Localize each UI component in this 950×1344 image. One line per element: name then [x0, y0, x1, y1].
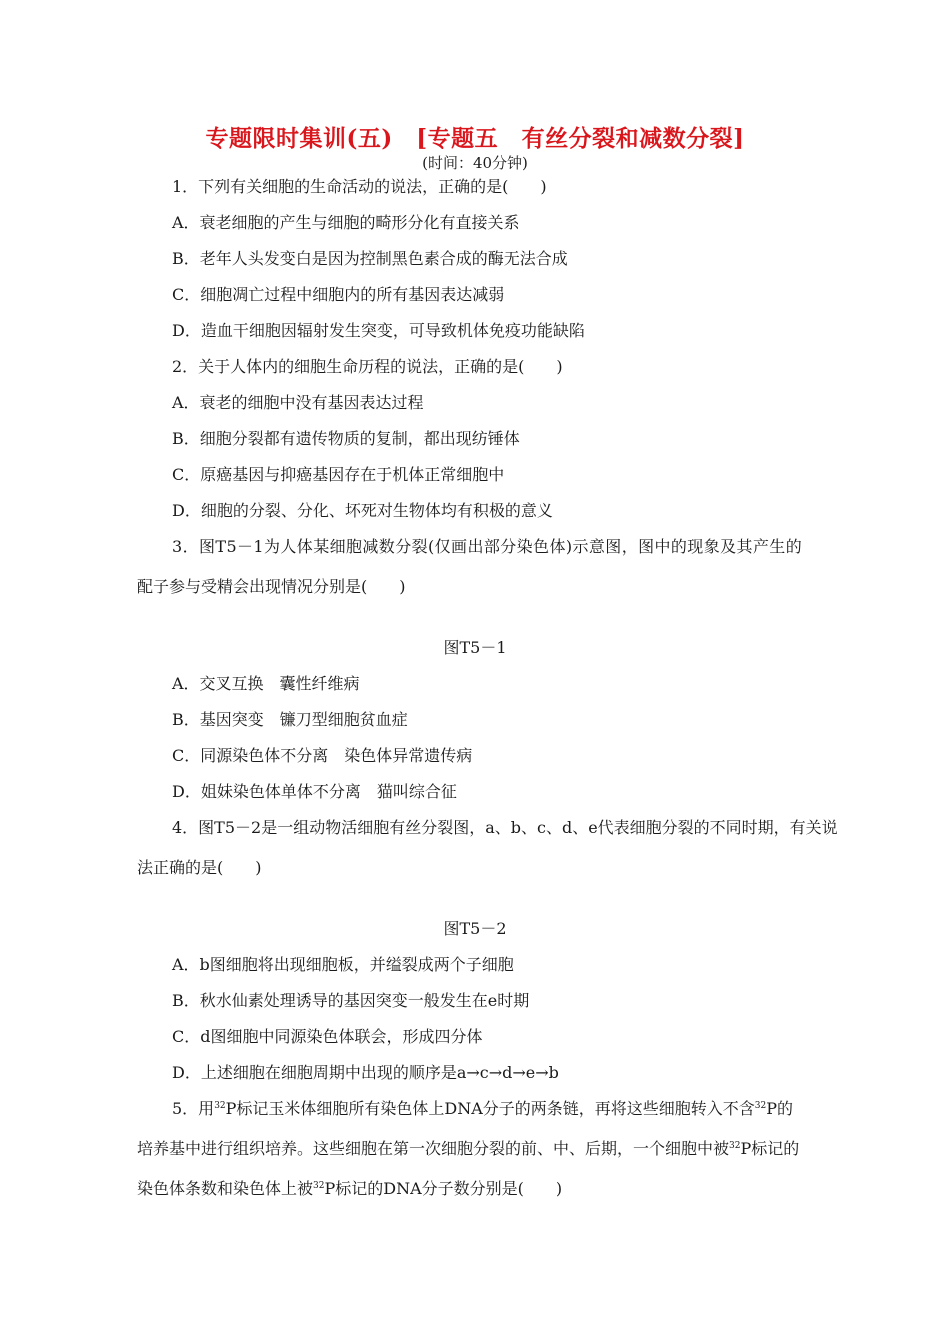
question-4-option-d: D．上述细胞在细胞周期中出现的顺序是a→c→d→e→b — [172, 1063, 559, 1082]
question-1-stem: 1．下列有关细胞的生命活动的说法，正确的是( ) — [172, 177, 547, 196]
page-title: 专题限时集训(五) [专题五 有丝分裂和减数分裂] — [205, 125, 745, 152]
question-3-stem-line1: 3．图T5－1为人体某细胞减数分裂(仅画出部分染色体)示意图，图中的现象及其产生的 — [172, 537, 803, 556]
question-1-option-a: A．衰老细胞的产生与细胞的畸形分化有直接关系 — [172, 213, 520, 232]
q5-text: P标记的DNA分子数分别是( ) — [324, 1179, 563, 1198]
question-2-option-b: B．细胞分裂都有遗传物质的复制，都出现纺锤体 — [172, 429, 520, 448]
question-3-option-a: A．交叉互换 囊性纤维病 — [172, 674, 360, 693]
question-1-option-b: B．老年人头发变白是因为控制黑色素合成的酶无法合成 — [172, 249, 568, 268]
question-3-option-d: D．姐妹染色体单体不分离 猫叫综合征 — [172, 782, 457, 801]
time-limit: (时间：40分钟) — [422, 154, 528, 172]
q5-text: P的 — [766, 1099, 794, 1118]
figure-caption-t5-2: 图T5－2 — [443, 919, 507, 938]
question-1-option-d: D．造血干细胞因辐射发生突变，可导致机体免疫功能缺陷 — [172, 321, 585, 340]
question-2-option-a: A．衰老的细胞中没有基因表达过程 — [172, 393, 424, 412]
question-2-stem: 2．关于人体内的细胞生命历程的说法，正确的是( ) — [172, 357, 563, 376]
question-4-stem-line1: 4．图T5－2是一组动物活细胞有丝分裂图，a、b、c、d、e代表细胞分裂的不同时期，有关说 — [172, 818, 838, 837]
question-2-option-d: D．细胞的分裂、分化、坏死对生物体均有积极的意义 — [172, 501, 553, 520]
q5-text: 培养基中进行组织培养。这些细胞在第一次细胞分裂的前、中、后期，一个细胞中被 — [137, 1139, 730, 1158]
question-4-option-b: B．秋水仙素处理诱导的基因突变一般发生在e时期 — [172, 991, 530, 1010]
superscript-32: 32 — [754, 1101, 767, 1111]
question-4-option-c: C．d图细胞中同源染色体联会，形成四分体 — [172, 1027, 483, 1046]
question-5-stem-line3 — [137, 1178, 562, 1200]
superscript-32: 32 — [214, 1101, 226, 1111]
question-2-option-c: C．原癌基因与抑癌基因存在于机体正常细胞中 — [172, 465, 505, 484]
question-3-stem-line2: 配子参与受精会出现情况分别是( ) — [137, 577, 406, 596]
superscript-32: 32 — [729, 1141, 741, 1151]
question-4-option-a: A．b图细胞将出现细胞板，并缢裂成两个子细胞 — [172, 955, 514, 974]
figure-caption-t5-1: 图T5－1 — [443, 638, 507, 657]
question-3-option-c: C．同源染色体不分离 染色体异常遗传病 — [172, 746, 473, 765]
superscript-32: 32 — [313, 1181, 325, 1191]
question-5-stem-line1 — [172, 1098, 793, 1120]
q5-text: 5．用 — [172, 1099, 215, 1118]
q5-text: 染色体条数和染色体上被 — [137, 1179, 314, 1198]
question-5-stem-line2 — [137, 1138, 799, 1160]
question-3-option-b: B．基因突变 镰刀型细胞贫血症 — [172, 710, 408, 729]
question-4-stem-line2: 法正确的是( ) — [137, 858, 262, 877]
q5-text: P标记玉米体细胞所有染色体上DNA分子的两条链，再将这些细胞转入不含 — [225, 1099, 755, 1118]
q5-text: P标记的 — [740, 1139, 800, 1158]
question-1-option-c: C．细胞凋亡过程中细胞内的所有基因表达减弱 — [172, 285, 505, 304]
